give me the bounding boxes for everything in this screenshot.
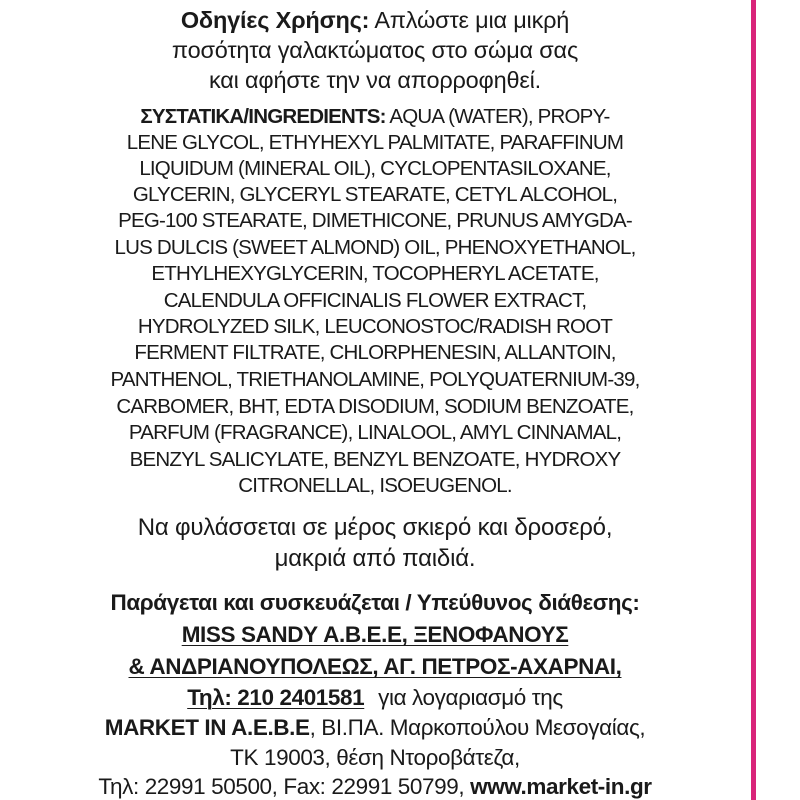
ingredients-line: FERMENT FILTRATE, CHLORPHENESIN, ALLANTOIN, [134,341,616,364]
ingredients-line: GLYCERIN, GLYCERYL STEARATE, CETYL ALCOHOL, [132,183,618,206]
usage-text: Απλώστε μια μικρή [374,7,570,33]
usage-line-2: ποσότητα γαλακτώματος στο σώμα σας [171,37,579,63]
ingredients-line [0,105,750,129]
company-name: MISS SANDY Α.Β.Ε.Ε, ΞΕΝΟΦΑΝΟΥΣ [181,622,569,647]
storage-line-2: μακριά από παιδιά. [274,545,476,572]
usage-line-3: και αφήστε την να απορροφηθεί. [209,67,541,93]
ingredients-line: CARBOMER, BHT, EDTA DISODIUM, SODIUM BENZOATE, [116,395,634,418]
storage-line-1: Να φυλάσσεται σε μέρος σκιερό και δροσερό, [137,514,613,541]
ingredients-line: LIQUIDUM (MINERAL OIL), CYCLOPENTASILOXANE, [139,157,611,180]
ingredients-line: CITRONELLAL, ISOEUGENOL. [238,474,512,497]
company-phone: Τηλ: 210 2401581 [187,685,365,710]
manufacturer-heading-text: Παράγεται και συσκευάζεται / Υπεύθυνος διάθεσης: [110,590,640,615]
ingredients-line: LENE GLYCOL, ETHYHEXYL PALMITATE, PARAFFINUM [126,131,624,154]
ingredients-line: LUS DULCIS (SWEET ALMOND) OIL, PHENOXYETHANOL, [114,236,636,259]
usage-heading: Οδηγίες Χρήσης: [180,7,370,33]
company-address: & ΑΝΔΡΙΑΝΟΥΠΟΛΕΩΣ, ΑΓ. ΠΕΤΡΟΣ-ΑΧΑΡΝΑΙ, [128,654,622,679]
ingredients-line: PANTHENOL, TRIETHANOLAMINE, POLYQUATERNIUM-39, [110,368,640,391]
postal-line: ΤΚ 19003, θέση Ντοροβάτεζα, [230,745,520,770]
ingredients-line: CALENDULA OFFICINALIS FLOWER EXTRACT, [163,289,587,312]
contact-line [0,774,750,800]
ingredients-line: BENZYL SALICYLATE, BENZYL BENZOATE, HYDROXY [129,448,621,471]
pink-edge-stripe [751,0,756,800]
manufacturer-address [0,654,750,680]
manufacturer-phone-line [0,685,750,711]
client-name: MARKET IN A.E.B.E [104,715,310,740]
ingredients-line: ETHYLHEXYGLYCERIN, TOCOPHERYL ACETATE, [151,262,599,285]
manufacturer-company [0,622,750,648]
client-address: , ΒΙ.ΠΑ. Μαρκοπούλου Μεσογαίας, [309,715,646,740]
usage-line-1 [0,7,750,34]
on-behalf-text: για λογαριασμό της [378,685,563,710]
ingredients-line: PARFUM (FRAGRANCE), LINALOOL, AMYL CINNAMAL, [128,421,622,444]
ingredients-heading: ΣΥΣΤΑΤΙΚΑ/INGREDIENTS: [140,105,386,128]
ingredients-line: HYDROLYZED SILK, LEUCONOSTOC/RADISH ROOT [137,315,613,338]
manufacturer-heading [0,590,750,616]
ingredients-line: PEG-100 STEARATE, DIMETHICONE, PRUNUS AMYGDA- [118,209,632,232]
client-line [0,715,750,741]
contact-numbers: Τηλ: 22991 50500, Fax: 22991 50799, [98,774,465,799]
website-link[interactable]: www.market-in.gr [470,774,652,799]
ingredients-text: AQUA (WATER), PROPY- [389,105,610,128]
